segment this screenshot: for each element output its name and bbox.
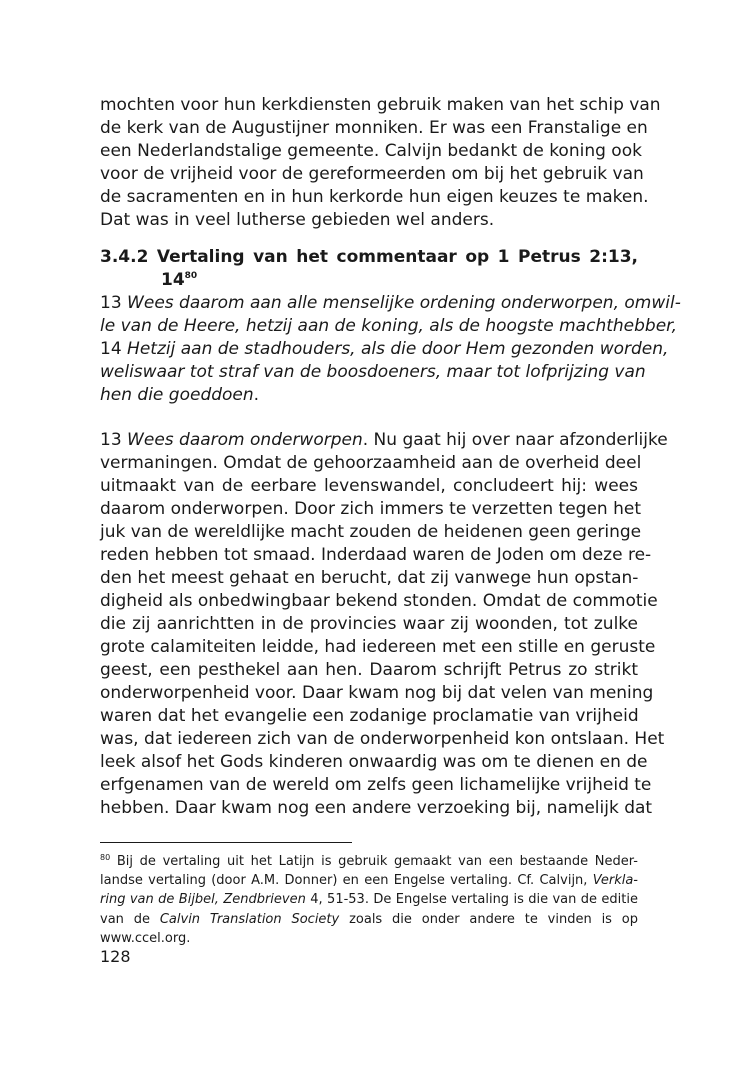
section-title-cont: 14 [161, 270, 185, 290]
footnote-number: 80 [100, 853, 111, 862]
society-name: Calvin Translation Society [159, 911, 340, 927]
text-line: reden hebben tot smaad. Inderdaad waren de Joden om deze re- [100, 545, 652, 565]
scripture-quote [100, 292, 681, 407]
text-line: voor de vrijheid voor de gereformeerden om bij het gebruik van [100, 164, 644, 184]
footnote-rule [100, 842, 352, 843]
text-line: hebben. Daar kwam nog een andere verzoeking bij, namelijk dat [100, 798, 653, 818]
paragraph-commentary [100, 429, 668, 820]
text-run: 4, 51-53. De Engelse vertaling is die van de editie [305, 892, 639, 908]
page-body [100, 94, 681, 820]
verse-end: . [253, 385, 260, 405]
verse-text: Hetzij aan de stadhouders, als die door Hem gezonden worden, [127, 339, 669, 359]
text-run: zoals die onder andere te vinden is op [339, 911, 639, 927]
text-run: Bij de vertaling uit het Latijn is gebruik gemaakt van een bestaande Neder- [116, 854, 638, 869]
text-line: uitmaakt van de eerbare levenswandel, concludeert hij: wees [100, 476, 638, 496]
verse-text: weliswaar tot straf van de boosdoeners, maar tot lofprijzing van [100, 362, 646, 382]
verse-text: Wees daarom aan alle menselijke ordening onderworpen, omwil- [127, 293, 681, 313]
text-line: grote calamiteiten leidde, had iedereen met een stille en geruste [100, 637, 656, 657]
text-line: erfgenamen van de wereld om zelfs geen lichamelijke vrijheid te [100, 775, 652, 795]
footnote [100, 852, 638, 948]
verse-number: 14 [100, 339, 122, 359]
paragraph-intro [100, 94, 661, 232]
text-line: den het meest gehaat en berucht, dat zij vanwege hun opstan- [100, 568, 639, 588]
text-line: Dat was in veel lutherse gebieden wel anders. [100, 210, 495, 230]
text-line: de kerk van de Augustijner monniken. Er was een Franstalige en [100, 118, 648, 138]
section-heading [100, 246, 638, 292]
text-line: leek alsof het Gods kinderen onwaardig was om te dienen en de [100, 752, 648, 772]
verse-number: 13 [100, 293, 122, 313]
page-number: 128 [100, 947, 131, 966]
text-run: van de [100, 911, 160, 927]
text-line: onderworpenheid voor. Daar kwam nog bij dat velen van mening [100, 683, 654, 703]
section-title: Vertaling van het commentaar op 1 Petrus 2:13, [156, 247, 638, 267]
book-title: Verkla- [592, 873, 638, 889]
footnote-line [100, 910, 638, 929]
heading-row [100, 246, 638, 269]
text-run: landse vertaling (door A.M. Donner) en een Engelse vertaling. Cf. Calvijn, [100, 873, 593, 889]
text-line: mochten voor hun kerkdiensten gebruik maken van het schip van [100, 95, 661, 115]
text-line [100, 315, 677, 338]
verse-text: le van de Heere, hetzij aan de koning, als de hoogste machthebber, [100, 316, 677, 336]
text-line: die zij aanrichtten in de provincies waar zij woonden, tot zulke [100, 614, 638, 634]
footnote-line [100, 852, 638, 871]
text-line: daarom onderworpen. Door zich immers te verzetten tegen het [100, 499, 641, 519]
lemma: Wees daarom onderworpen [127, 430, 363, 450]
footnote-line [100, 871, 638, 890]
text-line: waren dat het evangelie een zodanige proclamatie van vrijheid [100, 706, 639, 726]
text-line: juk van de wereldlijke macht zouden de heidenen geen geringe [100, 522, 642, 542]
heading-row [100, 269, 638, 292]
text-line: vermaningen. Omdat de gehoorzaamheid aan de overheid deel [100, 453, 642, 473]
section-number: 3.4.2 [100, 247, 149, 267]
text-line [100, 429, 668, 452]
text-line [100, 361, 646, 384]
text-line [100, 338, 669, 361]
text-line: digheid als onbedwingbaar bekend stonden. Omdat de commotie [100, 591, 658, 611]
text-line: een Nederlandstalige gemeente. Calvijn bedankt de koning ook [100, 141, 642, 161]
book-title: ring van de Bijbel, Zendbrieven [100, 892, 306, 908]
verse-number: 13 [100, 430, 122, 450]
paragraph-gap [100, 407, 638, 429]
text-line: de sacramenten en in hun kerkorde hun eigen keuzes te maken. [100, 187, 649, 207]
footnote-line [100, 890, 638, 909]
footnote-line: www.ccel.org. [100, 930, 191, 946]
text-line: was, dat iedereen zich van de onderworpenheid kon ontslaan. Het [100, 729, 665, 749]
text-line [100, 292, 681, 315]
text-line: geest, een pesthekel aan hen. Daarom schrijft Petrus zo strikt [100, 660, 638, 680]
verse-text: hen die goeddoen [100, 385, 254, 405]
text-run: . Nu gaat hij over naar afzonderlijke [362, 430, 668, 450]
text-line [100, 384, 638, 407]
footnote-ref: 80 [184, 271, 198, 281]
